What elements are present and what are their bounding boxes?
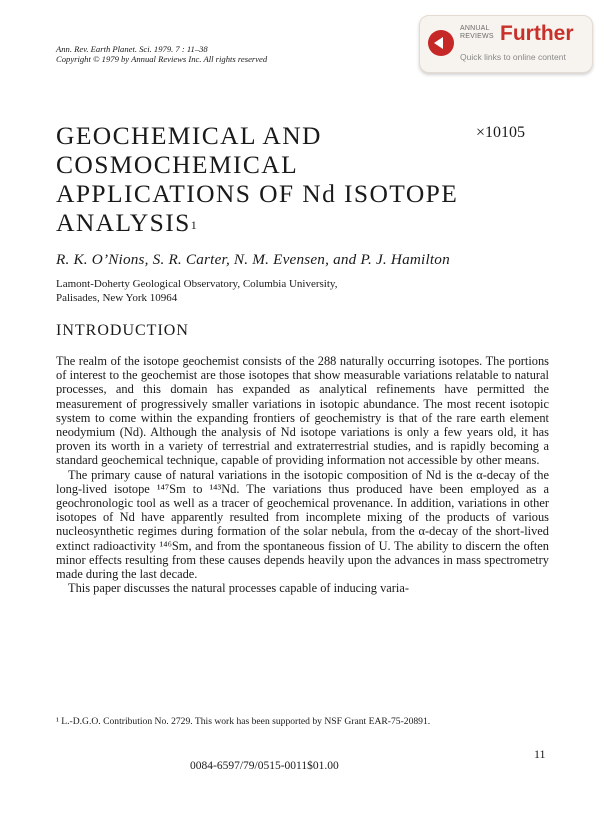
author-list: R. K. O’Nions, S. R. Carter, N. M. Evensen, and P. J. Hamilton bbox=[56, 251, 450, 268]
article-title bbox=[56, 121, 458, 237]
affiliation bbox=[56, 277, 476, 305]
body-text bbox=[56, 354, 549, 595]
reference-number: ×10105 bbox=[476, 124, 526, 141]
page-number: 11 bbox=[534, 747, 546, 761]
journal-header bbox=[56, 44, 267, 64]
further-widget[interactable] bbox=[419, 15, 593, 73]
title-line-4: ANALYSIS bbox=[56, 208, 191, 237]
title-line-1: GEOCHEMICAL AND bbox=[56, 121, 322, 150]
title-line-2: COSMOCHEMICAL bbox=[56, 150, 299, 179]
paragraph: This paper discusses the natural processes capable of inducing varia- bbox=[68, 581, 409, 596]
copyright-line: Copyright © 1979 by Annual Reviews Inc. All rights reserved bbox=[56, 54, 268, 64]
annual-reviews-label: ANNUAL REVIEWS bbox=[460, 25, 494, 40]
footnote: ¹ L.-D.G.O. Contribution No. 2729. This work has been supported by NSF Grant EAR-75-20891. bbox=[56, 716, 431, 727]
paragraph: The primary cause of natural variations in the isotopic composition of Nd is the α-decay of the long-lived isotope ¹⁴⁷Sm to ¹⁴³Nd. The variations thus produced have been employed as a geochronologic tool as well as a tracer of geochemical provenance. In addition, variations in other isotopes of Nd have apparently resulted from incomplete mixing of the products of various nucleosynthetic regimes during formation of the solar nebula, from the α-decay of the short-lived extinct radioactivity ¹⁴⁶Sm, and from the spontaneous fission of U. The ability to discern the often minor effects resulting from these causes depends heavily upon the advances in mass spectrometry made during the last decade. bbox=[56, 467, 549, 582]
affiliation-line-1: Lamont-Doherty Geological Observatory, Columbia University, bbox=[56, 278, 338, 290]
journal-citation: Ann. Rev. Earth Planet. Sci. 1979. 7 : 11–38 bbox=[56, 44, 208, 54]
paragraph: The realm of the isotope geochemist consists of the 288 naturally occurring isotopes. The portions of interest to the geochemist are those isotopes that show measurable variations relatable to natural processes, and this domain has expanded as analytical refinements have permitted the measurement of progressively smaller variations in isotopic abundance. The most recent isotopic system to come within the expanding frontiers of geochemistry is that of the rare earth element neodymium (Nd). Although the analysis of Nd isotope variations is only a few years old, it has proven its worth in a variety of terrestrial and extraterrestrial studies, and is rapidly becoming a standard geochemical technique, capable of providing information not accessible by other means. bbox=[56, 354, 549, 468]
further-subtitle: Quick links to online content bbox=[460, 52, 566, 62]
section-heading: INTRODUCTION bbox=[56, 322, 189, 339]
further-label: Further bbox=[500, 22, 574, 45]
doi-code: 0084-6597/79/0515-0011$01.00 bbox=[190, 760, 339, 772]
title-line-3: APPLICATIONS OF Nd ISOTOPE bbox=[56, 179, 459, 208]
affiliation-line-2: Palisades, New York 10964 bbox=[56, 292, 178, 304]
title-footnote-marker: 1 bbox=[190, 218, 197, 232]
further-arrow-icon bbox=[428, 30, 454, 56]
